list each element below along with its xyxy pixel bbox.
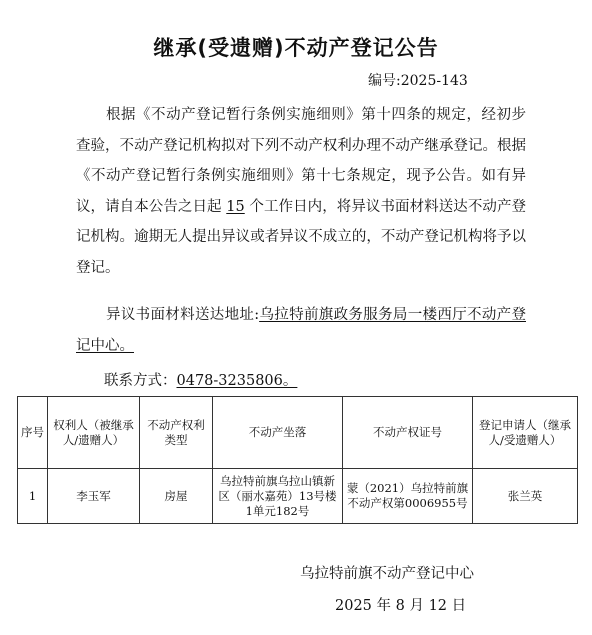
address-paragraph: [76, 300, 526, 361]
objection-days: 15: [226, 198, 245, 215]
header-serial: 序号: [18, 397, 48, 469]
header-right-type: 不动产权利类型: [140, 397, 213, 469]
address-value: 乌拉特前旗政务服务局一楼西厅不动产登记中心。: [76, 307, 526, 354]
cell-right-holder: 李玉军: [48, 469, 140, 524]
contact-label: 联系方式：: [104, 373, 177, 389]
table-row: [18, 469, 578, 524]
document-number: 编号:2025-143: [368, 73, 468, 89]
notice-paragraph: [76, 100, 526, 283]
header-applicant: 登记申请人（继承人/受遗赠人）: [473, 397, 578, 469]
notice-text-before-days: 根据《不动产登记暂行条例实施细则》第十四条的规定，经初步查验，不动产登记机构拟对下列不动产权利办理不动产继承登记。根据《不动产登记暂行条例实施细则》第十七条规定，现予公告。如有异议，请自本公告之日起: [76, 107, 526, 215]
table-header-row: [18, 397, 578, 469]
notice-text-after-days: 个工作日内，将异议书面材料送达不动产登记机构。逾期无人提出异议或者异议不成立的，不动产登记机构将予以登记。: [76, 198, 526, 276]
header-certificate-no: 不动产权证号: [343, 397, 473, 469]
cell-right-type: 房屋: [140, 469, 213, 524]
page-title: 继承(受遗赠)不动产登记公告: [153, 36, 439, 60]
header-location: 不动产坐落: [213, 397, 343, 469]
issue-date: 2025 年 8 月 12 日: [335, 598, 467, 614]
address-label: 异议书面材料送达地址:: [106, 307, 260, 323]
header-right-holder: 权利人（被继承人/遗赠人）: [48, 397, 140, 469]
contact-phone: 0478-3235806。: [176, 373, 298, 389]
cell-location: 乌拉特前旗乌拉山镇新区（丽水嘉苑）13号楼1单元182号: [213, 469, 343, 524]
cell-serial: 1: [18, 469, 48, 524]
property-table: [17, 396, 578, 524]
issuing-organization: 乌拉特前旗不动产登记中心: [300, 566, 474, 582]
contact-line: [104, 369, 297, 390]
cell-certificate-no: 蒙（2021）乌拉特前旗不动产权第0006955号: [343, 469, 473, 524]
cell-applicant: 张兰英: [473, 469, 578, 524]
